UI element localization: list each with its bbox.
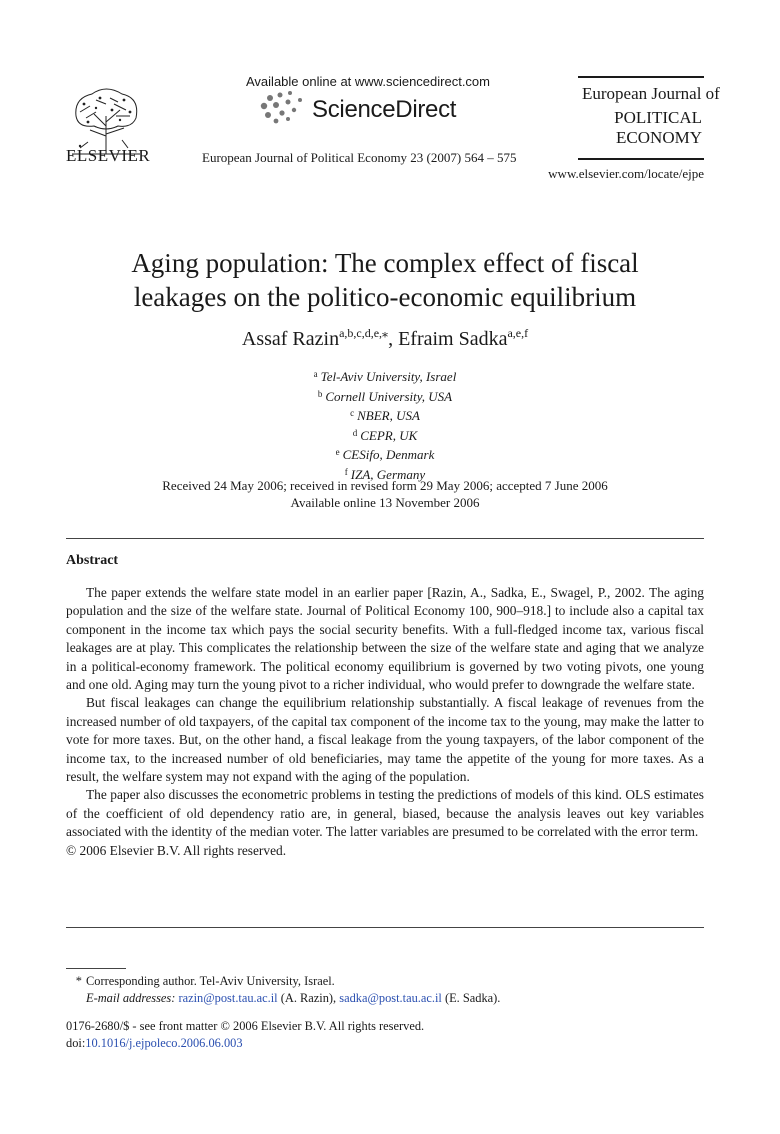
journal-url[interactable]: www.elsevier.com/locate/ejpe	[548, 166, 704, 181]
email-label: E-mail addresses:	[86, 991, 176, 1005]
author-2-affiliation-marks[interactable]: a,e,f	[507, 326, 529, 340]
affiliation-d	[66, 425, 704, 445]
affiliation-text: NBER, USA	[357, 408, 420, 424]
abstract-body	[66, 584, 704, 860]
footnote-divider	[66, 968, 126, 969]
footnote-star: *	[75, 974, 82, 988]
author-2-name: Efraim Sadka	[398, 328, 508, 350]
divider	[66, 927, 704, 928]
journal-citation: European Journal of Political Economy 23 (2007) 564 – 575	[202, 150, 517, 165]
article-history	[66, 477, 704, 511]
affiliation-e	[66, 444, 704, 464]
affiliation-text: IZA, Germany	[350, 466, 426, 482]
email-owner-razin: (A. Razin),	[280, 991, 337, 1005]
abstract-paragraph: The paper also discusses the econometric problems in testing the predictions of models of this kind. OLS estimates of the coefficient of old dependency ratio are, in general, biased, because the analysis leaves out key variables associated with the identity of the median voter. The latter variables are presumed to be correlated with the error term.	[66, 787, 704, 840]
issn-line: 0176-2680/$ - see front matter © 2006 Elsevier B.V. All rights reserved.	[66, 1019, 425, 1033]
affiliation-mark: e	[335, 447, 340, 458]
front-matter	[66, 1018, 424, 1052]
author-list	[66, 326, 704, 351]
doi-link[interactable]: 10.1016/j.ejpoleco.2006.06.003	[85, 1036, 243, 1050]
article-title-line1: Aging population: The complex effect of fiscal	[131, 248, 639, 278]
affiliation-list	[66, 366, 704, 484]
available-online-line[interactable]: Available online at www.sciencedirect.com	[246, 74, 490, 89]
email-owner-sadka: (E. Sadka).	[444, 991, 501, 1005]
sciencedirect-dots-icon	[256, 88, 310, 126]
abstract-copyright: © 2006 Elsevier B.V. All rights reserved.	[66, 842, 287, 858]
article-title-line2: leakages on the politico-economic equilibrium	[133, 282, 637, 312]
corresponding-author-note	[66, 973, 500, 990]
abstract-paragraph: The paper extends the welfare state model in an earlier paper [Razin, A., Sadka, E., Swagel, P., 2002. The aging population and the size of the welfare state. Journal of Political Economy 100, 900–918.] to include also a capital tax component in the income tax which pays the social security benefits. With a full-fledged income tax, various fiscal leakages are at play. This complicates the relationship between the size of the welfare state and aging that we analyze in a political-economy framework. The political economy equilibrium is governed by two voting pivots, one young and one old. Aging may turn the young pivot to a richer individual, who would prefer to downgrade the welfare state.	[66, 585, 704, 693]
journal-logo-line3: ECONOMY	[616, 128, 702, 147]
abstract-heading: Abstract	[66, 553, 119, 568]
affiliation-text: Cornell University, USA	[325, 388, 453, 404]
affiliation-mark: d	[352, 427, 358, 438]
corresponding-author-text: Corresponding author. Tel-Aviv University, Israel.	[86, 974, 335, 988]
divider	[66, 538, 704, 539]
email-addresses	[66, 990, 500, 1007]
article-title	[66, 246, 704, 314]
sciencedirect-logo-text: ScienceDirect	[312, 96, 457, 123]
doi-line	[66, 1035, 424, 1052]
page-header	[0, 0, 780, 185]
affiliation-mark: a	[313, 369, 318, 379]
affiliation-b	[66, 386, 704, 406]
doi-label: doi:	[66, 1036, 86, 1050]
email-link-razin[interactable]: razin@post.tau.ac.il	[178, 991, 278, 1005]
author-separator: ,	[388, 328, 399, 350]
available-online-date: Available online 13 November 2006	[290, 495, 480, 510]
author-1-affiliation-marks[interactable]: a,b,c,d,e,⁎	[339, 326, 389, 340]
abstract-paragraph: But fiscal leakages can change the equilibrium relationship substantially. A fiscal leakage of revenues from the increased number of old taxpayers, of the capital tax component of the income tax to the young, may make the latter to vote for more taxes. But, on the other hand, a fiscal leakage from the young taxpayers, of the labor component of the income tax, to the increased number of old beneficiaries, may tame the appetite of the young for more taxes. As a result, the welfare system may not expand with the aging of the population.	[66, 695, 704, 785]
journal-logo-line1: European Journal of	[582, 84, 720, 103]
affiliation-mark: b	[317, 388, 323, 399]
received-dates: Received 24 May 2006; received in revised form 29 May 2006; accepted 7 June 2006	[162, 478, 608, 493]
journal-logo-line2: POLITICAL	[614, 108, 702, 127]
affiliation-text: Tel-Aviv University, Israel	[320, 369, 457, 384]
journal-logo	[578, 76, 720, 160]
publisher-name: ELSEVIER	[66, 146, 151, 165]
email-link-sadka[interactable]: sadka@post.tau.ac.il	[339, 991, 442, 1005]
affiliation-text: CEPR, UK	[360, 427, 418, 443]
affiliation-mark: c	[350, 408, 355, 419]
author-1-name: Assaf Razin	[241, 328, 340, 350]
affiliation-text: CESifo, Denmark	[342, 447, 435, 463]
affiliation-c	[66, 405, 704, 425]
footnotes	[66, 973, 500, 1007]
affiliation-a	[66, 366, 704, 386]
affiliation-mark: f	[344, 466, 348, 477]
